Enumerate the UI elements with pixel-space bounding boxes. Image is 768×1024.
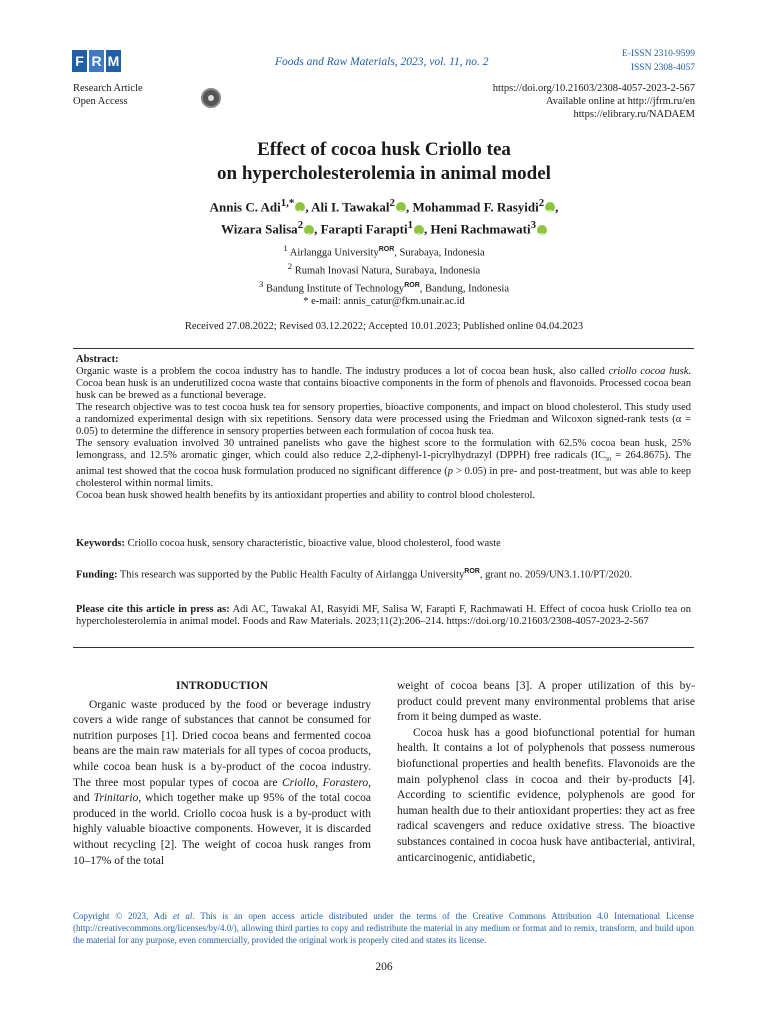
elibrary-link[interactable]: https://elibrary.ru/NADAEM	[573, 109, 695, 120]
cite-label: Please cite this article in press as:	[76, 604, 230, 615]
body-paragraph: Organic waste produced by the food or beverage industry covers a wide range of substances that cannot be consumed for nutrition purposes [1]. Dried cocoa beans and fermented cocoa beans are the main raw materials for all types of cocoa products, while cocoa bean husk is a by-product of the cocoa industry. The three most popular types of cocoa are Criollo, Forastero, and Trinitario, which together make up 95% of the total cocoa produced in the world. Criollo cocoa husk is a by-product with highly valuable bioactive components. However, it is discarded without recycling [2]. The weight of cocoa husk ranges from 10–17% of the total	[73, 698, 372, 867]
keywords-text: Criollo cocoa husk, sensory characteristic, bioactive value, blood cholesterol, food waste	[125, 538, 501, 549]
author-list: Annis C. Adi$^{1,*}$iD , Ali I. Tawakal$^2$iD , Mohammad F. Rasyidi$^2$iD , Wizara Salisa$^2$iD , Farapti Farapti$^1$iD , Heni Rachmawati$^3$iD	[0, 194, 768, 239]
right-column	[397, 679, 695, 866]
author-sup: 1,*	[280, 197, 295, 209]
author-sup: 2	[297, 219, 304, 232]
author-name: Farapti Farapti	[320, 221, 408, 237]
page-number: 206	[375, 961, 393, 973]
affiliation-3: $^3$ Bandung Institute of Technology$^{ROR}$, Bandung, Indonesia	[259, 279, 509, 295]
access-type: Open Access	[73, 96, 128, 107]
doi-link[interactable]: https://doi.org/10.21603/2308-4057-2023-2-567	[492, 83, 695, 94]
article-info	[73, 82, 143, 108]
author-name: Ali I. Tawakal	[311, 199, 390, 215]
ror-icon[interactable]: ROR	[404, 282, 420, 289]
issn: ISSN 2308-4057	[630, 63, 695, 73]
logo-letter: M	[106, 50, 121, 72]
article-type: Research Article	[73, 83, 143, 94]
divider	[73, 348, 694, 349]
affiliation-2: $^2$ Rumah Inovasi Natura, Surabaya, Indonesia	[287, 261, 481, 277]
ror-icon[interactable]: ROR	[464, 568, 480, 575]
section-heading: INTRODUCTION	[175, 680, 268, 692]
available-online: Available online at http://jfrm.ru/en	[545, 96, 695, 107]
abstract-label: Abstract:	[76, 354, 119, 365]
orcid-icon[interactable]	[537, 225, 547, 235]
orcid-icon[interactable]	[414, 225, 424, 235]
journal-logo	[72, 50, 138, 72]
copyright-notice: Copyright © 2023, Adi et al. This is an open access article distributed under the terms of the Creative Commons Attribution 4.0 International License (http://creativecommons.org/licenses/by/4.0/), allowing third parties to copy and redistribute the material in any medium or format and to remix, transform, and build upon the material for any purpose, even commercially, provided the original work is properly cited and states its license.	[73, 911, 694, 945]
issn-block	[622, 47, 695, 75]
author-sup: 2	[389, 197, 395, 209]
ror-icon[interactable]: ROR	[378, 246, 395, 253]
orcid-icon[interactable]	[304, 225, 314, 235]
keywords-label: Keywords:	[76, 538, 125, 549]
funding-label: Funding:	[76, 569, 118, 581]
abstract-paragraph: Organic waste is a problem the cocoa industry has to handle. The industry produces a lot of cocoa bean husk, also called criollo cocoa husk. Cocoa bean husk is an underutilized cocoa waste that contains bioactive components in the form of phenols and flavonoids. Processed cocoa bean husk can be brewed as a functional beverage.	[76, 366, 691, 401]
body-paragraph: Cocoa husk has a good biofunctional potential for human health. It contains a lot of polyphenols that possess numerous biofunctional properties and health benefits. Flavonoids are the main polyphenol class in cocoa and their by-products [4]. According to scientific evidence, polyphenols are good for human health due to their antioxidant properties: they act as free radical scavengers and reduce oxidative stress. The bioactive substances contained in cocoa husk have antibacterial, antiviral, anticarcinogenic, antidiabetic,	[397, 726, 695, 864]
abstract-paragraph: Cocoa bean husk showed health benefits by its antioxidant properties and ability to control blood cholesterol.	[76, 490, 535, 502]
author-sup: 1	[407, 219, 414, 232]
divider	[73, 647, 694, 648]
body-paragraph: weight of cocoa beans [3]. A proper utilization of this by-product could prevent many environmental problems that arise from it being dumped as waste.	[397, 680, 695, 724]
received-dates: Received 27.08.2022; Revised 03.12.2022; Accepted 10.01.2023; Published online 04.04.2023	[184, 321, 584, 332]
check-for-updates-icon[interactable]	[201, 88, 221, 108]
abstract-paragraph: The research objective was to test cocoa husk tea for sensory properties, bioactive components, and impact on blood cholesterol. This study used a randomized experimental design with six repetitions. Sensory data were processed using the Friedman and Wilcoxon signed-rank tests (α = 0.05) to determine the difference in sensory properties between each formulation of cocoa husk tea.	[76, 402, 691, 437]
orcid-icon[interactable]	[396, 202, 406, 212]
logo-letter: R	[89, 50, 104, 72]
affiliation-1: $^1$ Airlangga University$^{ROR}$, Surabaya, Indonesia	[283, 243, 485, 259]
author-name: Mohammad F. Rasyidi	[412, 199, 539, 215]
corresponding-email[interactable]: * e-mail: annis_catur@fkm.unair.ac.id	[303, 296, 465, 307]
left-column	[73, 679, 371, 869]
doi-block	[493, 82, 695, 121]
affiliations	[0, 242, 768, 296]
title-line: on hypercholesterolemia in animal model	[217, 163, 551, 184]
journal-name: Foods and Raw Materials, 2023, vol. 11, no. 2	[275, 56, 489, 68]
logo-letter: F	[72, 50, 87, 72]
article-title	[0, 138, 768, 186]
author-sup: 3	[530, 219, 536, 232]
author-name: Wizara Salisa	[221, 221, 298, 237]
citation	[76, 604, 691, 628]
eissn: E-ISSN 2310-9599	[621, 49, 695, 59]
author-name: Annis C. Adi	[209, 199, 281, 215]
funding: Funding: This research was supported by the Public Health Faculty of Airlangga University$^{ROR}$, grant no. 2059/UN3.1.10/PT/2020.	[76, 568, 633, 581]
orcid-icon[interactable]	[295, 202, 305, 212]
keywords	[76, 538, 691, 550]
cite-text: Adi AC, Tawakal AI, Rasyidi MF, Salisa W, Farapti F, Rachmawati H. Effect of cocoa husk Criollo tea on hypercholesterolemia in animal model. Foods and Raw Materials. 2023;11(2):206–214. https://doi.org/10.21603/2308-4057-2023-2-567	[76, 604, 692, 627]
author-sup: 2	[538, 197, 545, 209]
orcid-icon[interactable]	[545, 202, 555, 212]
title-line: Effect of cocoa husk Criollo tea	[257, 139, 511, 160]
author-name: Heni Rachmawati	[430, 221, 531, 237]
abstract-paragraph: The sensory evaluation involved 30 untrained panelists who gave the highest score to the formulation with 62.5% cocoa bean husk, 25% lemongrass, and 12.5% aromatic ginger, which could also reduce 2,2-diphenyl-1-picrylhydrazyl (DPPH) free radicals $(IC_{50} = 264.8675)$. The animal test showed that the cocoa husk formulation produced no significant difference (p > 0.05) in pre- and post-treatment, but was able to keep cholesterol within normal limits.	[76, 438, 691, 490]
abstract	[76, 354, 691, 502]
